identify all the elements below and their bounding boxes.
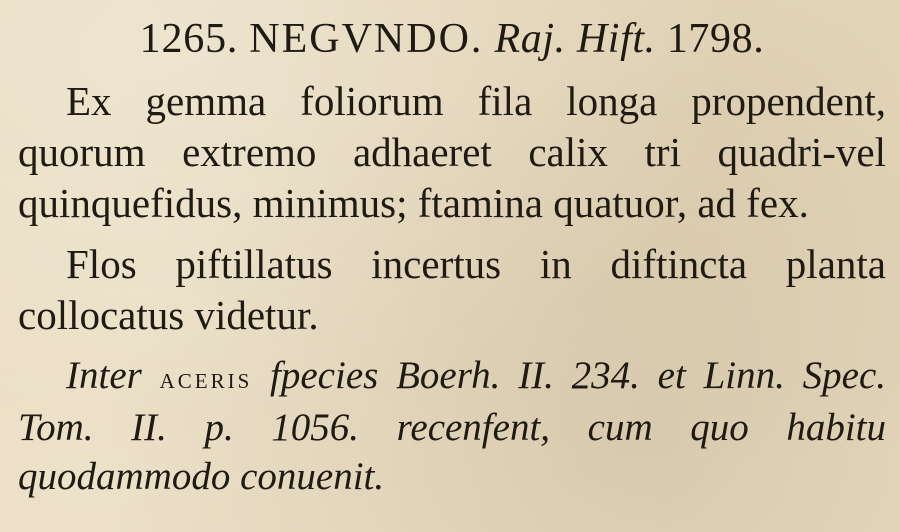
paragraph-3-before: Inter — [66, 354, 142, 397]
paragraph-1: Ex gemma foliorum fila longa propendent, quorum extremo adhaeret calix tri quadri-vel quinquefidus, minimus; ftamina quatuor, ad fex. — [18, 78, 886, 226]
paragraph-2: Flos piftillatus incertus in diftincta planta collocatus videtur. — [18, 241, 886, 338]
reference-page: 1798. — [666, 16, 765, 62]
paragraph-3-after: fpecies Boerh. II. 234. et Linn. Spec. Tom. II. p. 1056. recenfent, cum quo habitu quodammodo conuenit. — [18, 354, 887, 498]
entry-title: NEGVNDO. — [249, 16, 484, 62]
paragraph-3 — [18, 351, 886, 501]
paragraph-3-smallcaps: aceris — [159, 362, 253, 395]
entry-number: 1265. — [139, 16, 239, 62]
entry-heading — [18, 10, 886, 68]
reference: Raj. Hift. — [494, 16, 656, 62]
